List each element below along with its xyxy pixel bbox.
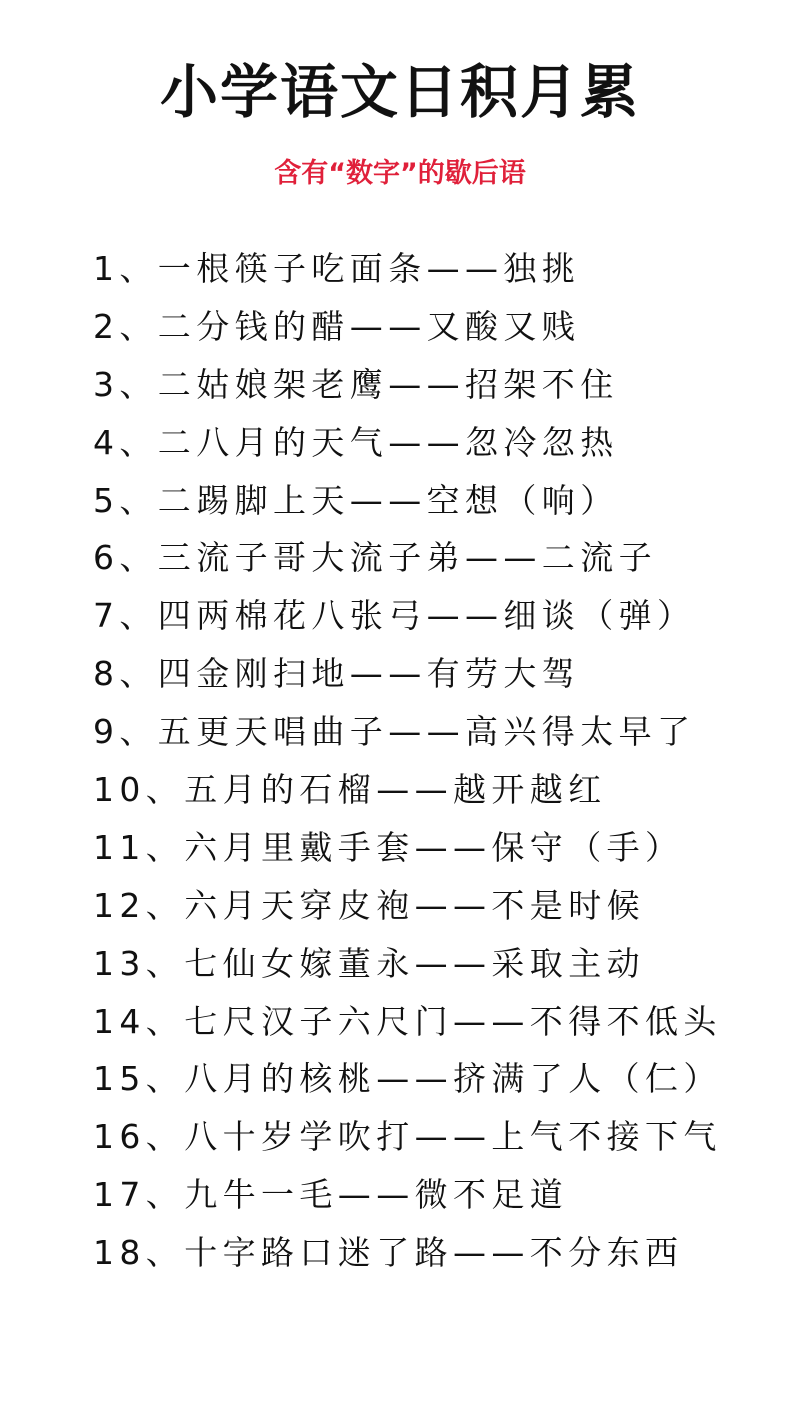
list-item: 18、十字路口迷了路——不分东西	[93, 1233, 684, 1273]
page-title: 小学语文日积月累	[159, 58, 640, 126]
page-subtitle: 含有“数字”的歇后语	[274, 158, 526, 189]
list-item: 16、八十岁学吹打——上气不接下气	[93, 1117, 722, 1157]
list-item: 9、五更天唱曲子——高兴得太早了	[93, 712, 696, 752]
list-item: 11、六月里戴手套——保守（手）	[93, 827, 684, 867]
list-item: 7、四两棉花八张弓——细谈（弹）	[93, 596, 696, 636]
list-item: 4、二八月的天气——忽冷忽热	[93, 422, 619, 462]
list-item: 15、八月的核桃——挤满了人（仁）	[93, 1059, 722, 1099]
list-item: 10、五月的石榴——越开越红	[93, 770, 607, 810]
list-item: 1、一根筷子吃面条——独挑	[93, 249, 581, 288]
list-item: 13、七仙女嫁董永——采取主动	[93, 943, 645, 983]
list-item: 12、六月天穿皮袍——不是时候	[93, 885, 645, 925]
list-item: 14、七尺汉子六尺门——不得不低头	[93, 1001, 722, 1041]
list-item: 17、九牛一毛——微不足道	[93, 1175, 569, 1215]
list-item: 6、三流子哥大流子弟——二流子	[93, 538, 657, 578]
list-item: 2、二分钱的醋——又酸又贱	[93, 306, 581, 346]
list-item: 8、四金刚扫地——有劳大驾	[93, 654, 581, 694]
proverb-list	[93, 240, 793, 1282]
list-item: 5、二踢脚上天——空想（响）	[93, 480, 619, 520]
list-item: 3、二姑娘架老鹰——招架不住	[93, 364, 619, 404]
